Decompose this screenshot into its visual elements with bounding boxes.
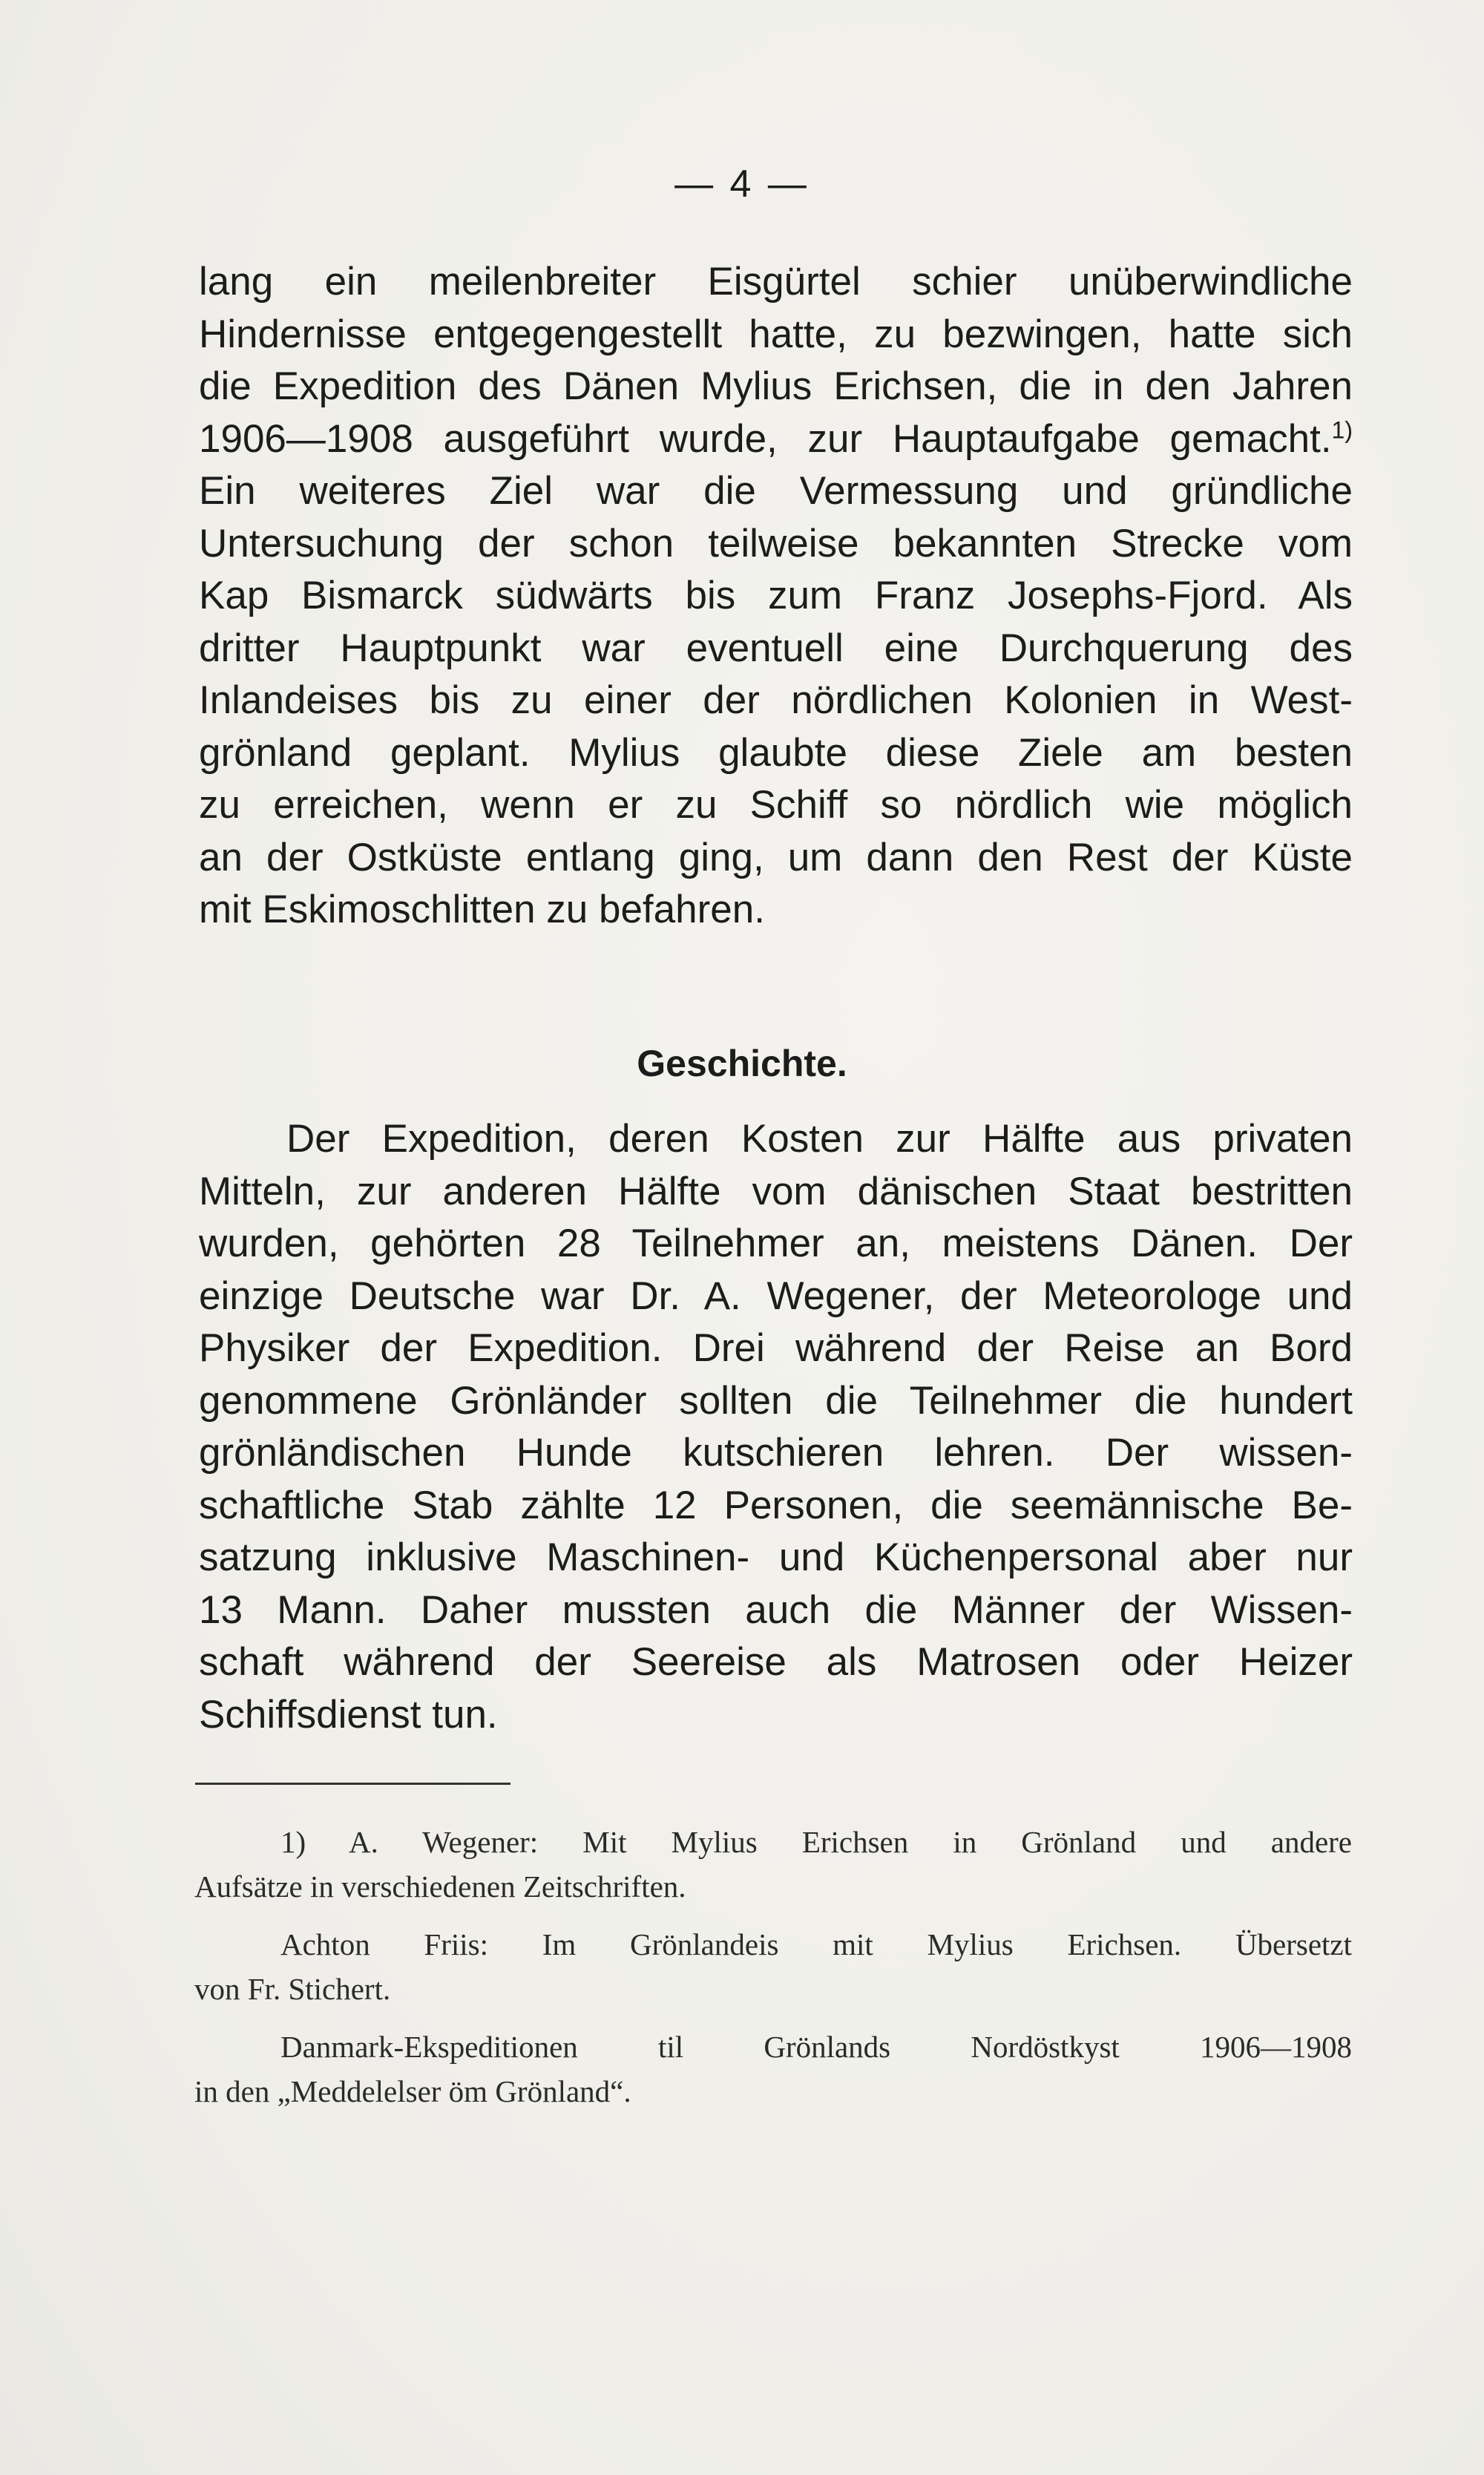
text-line: wurden, gehörten 28 Teilnehmer an, meistens Dänen. Der — [199, 1222, 1353, 1265]
footnotes — [194, 1820, 1352, 2127]
text-line: Der Expedition, deren Kosten zur Hälfte aus privaten — [286, 1117, 1353, 1161]
footnote-line: Aufsätze in verschiedenen Zeitschriften. — [194, 1869, 686, 1904]
text-line-with-footnote — [199, 413, 1353, 466]
section-heading: Geschichte. — [637, 1043, 847, 1084]
text-line: 13 Mann. Daher mussten auch die Männer der Wissen- — [199, 1587, 1353, 1632]
paragraph-intro — [199, 256, 1353, 937]
page-number: — 4 — — [674, 163, 810, 206]
footnote-divider — [195, 1783, 510, 1785]
footnote-line: Achton Friis: Im Grönlandeis mit Mylius Erichsen. Übersetzt — [280, 1927, 1352, 1961]
footnote-marker: 1) — [1331, 416, 1353, 443]
text-line: dritter Hauptpunkt war eventuell eine Durchquerung des — [199, 626, 1353, 670]
text-line: genommene Grönländer sollten die Teilnehmer die hundert — [199, 1378, 1353, 1423]
text-line: schaftliche Stab zählte 12 Personen, die seemännische Be- — [199, 1483, 1353, 1527]
text-line: die Expedition des Dänen Mylius Erichsen, die in den Jahren — [199, 364, 1353, 408]
text-line: Mitteln, zur anderen Hälfte vom dänischen Staat bestritten — [199, 1169, 1353, 1213]
footnote-entry — [194, 1820, 1352, 1909]
paragraph-history — [199, 1113, 1353, 1741]
footnote-line: 1) A. Wegener: Mit Mylius Erichsen in Grönland und andere — [280, 1825, 1352, 1859]
text-line: satzung inklusive Maschinen- und Küchenpersonal aber nur — [199, 1535, 1353, 1579]
text-line: an der Ostküste entlang ging, um dann den Rest der Küste — [199, 835, 1353, 879]
text-line: mit Eskimoschlitten zu befahren. — [199, 888, 765, 931]
text-line: Untersuchung der schon teilweise bekannten Strecke vom — [199, 521, 1353, 566]
footnote-line: in den „Meddelelser öm Grönland“. — [194, 2074, 631, 2108]
footnote-line: von Fr. Stichert. — [194, 1972, 391, 2006]
text-line: grönland geplant. Mylius glaubte diese Ziele am besten — [199, 730, 1353, 775]
text-line: Physiker der Expedition. Drei während der Reise an Bord — [199, 1326, 1353, 1370]
text-line: Inlandeises bis zu einer der nördlichen Kolonien in West- — [199, 678, 1353, 722]
footnote-entry — [194, 2025, 1352, 2114]
text-line: Kap Bismarck südwärts bis zum Franz Josephs-Fjord. Als — [199, 574, 1353, 617]
footnote-entry — [194, 1922, 1352, 2011]
text-line: grönländischen Hunde kutschieren lehren. Der wissen- — [199, 1431, 1353, 1475]
footnote-line: Danmark-Ekspeditionen til Grönlands Nordöstkyst 1906—1908 — [280, 2030, 1352, 2064]
text-line: lang ein meilenbreiter Eisgürtel schier unüberwindliche — [199, 260, 1353, 304]
text-line: schaft während der Seereise als Matrosen oder Heizer — [199, 1640, 1353, 1684]
text-line: Ein weiteres Ziel war die Vermessung und gründliche — [199, 469, 1353, 513]
text-line: 1906—1908 ausgeführt wurde, zur Hauptaufgabe gemacht. — [199, 416, 1332, 461]
text-line: einzige Deutsche war Dr. A. Wegener, der Meteorologe und — [199, 1273, 1353, 1318]
text-line: Hindernisse entgegengestellt hatte, zu bezwingen, hatte sich — [199, 312, 1353, 356]
text-line: zu erreichen, wenn er zu Schiff so nördlich wie möglich — [199, 783, 1353, 827]
text-line: Schiffsdienst tun. — [199, 1692, 498, 1737]
